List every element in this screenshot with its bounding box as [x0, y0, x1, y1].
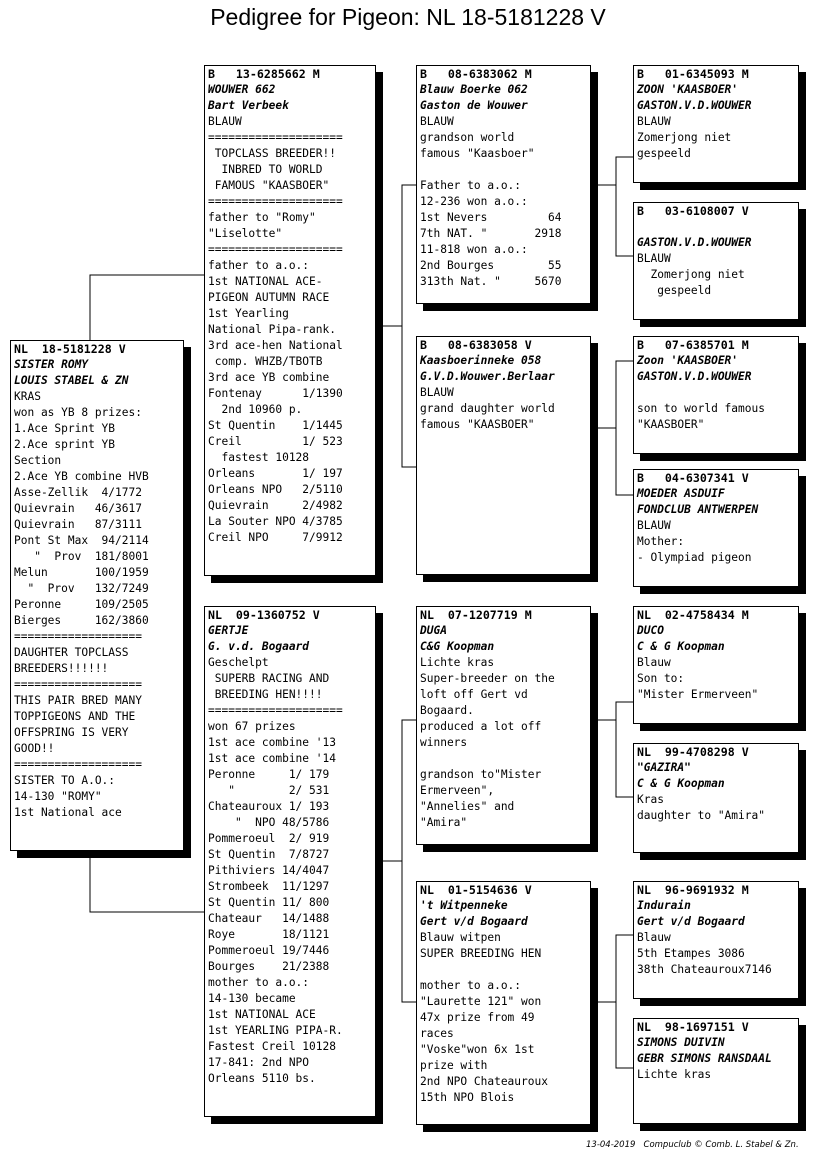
pigeon-name: "GAZIRA": [637, 761, 691, 774]
info-line: BLAUW: [208, 115, 242, 128]
info-line: Blauw: [637, 656, 671, 669]
info-line: ====================: [208, 704, 343, 717]
ring-number: B 07-6385701 M: [637, 338, 749, 352]
footer-credit: 13-04-2019 Compuclub © Comb. L. Stabel & Zn.: [586, 1140, 799, 1150]
ring-number: NL 07-1207719 M: [420, 608, 532, 622]
info-line: Zomerjong niet: [637, 268, 745, 281]
info-line: grand daughter world: [420, 402, 555, 415]
info-line: Strombeek 11/1297: [208, 880, 330, 893]
info-line: father to "Romy": [208, 211, 316, 224]
owner-name: G.V.D.Wouwer.Berlaar: [420, 370, 555, 383]
owner-name: C&G Koopman: [420, 640, 495, 653]
info-line: "Laurette 121" won: [420, 995, 542, 1008]
info-line: son to world famous: [637, 402, 765, 415]
info-line: 12-236 won a.o.:: [420, 195, 528, 208]
owner-name: GASTON.V.D.WOUWER: [637, 236, 752, 249]
info-line: mother to a.o.:: [208, 976, 310, 989]
info-line: Zomerjong niet: [637, 131, 732, 144]
info-line: Roye 18/1121: [208, 928, 330, 941]
owner-name: Gert v/d Bogaard: [420, 915, 528, 928]
owner-name: G. v.d. Bogaard: [208, 640, 310, 653]
info-line: INBRED TO WORLD: [208, 163, 323, 176]
info-line: SUPER BREEDING HEN: [420, 947, 542, 960]
info-line: SUPERB RACING AND: [208, 672, 330, 685]
info-line: won 67 prizes: [208, 720, 296, 733]
info-line: Quievrain 2/4982: [208, 499, 343, 512]
info-line: 1st National ace: [14, 806, 122, 819]
info-line: ===================: [14, 630, 142, 643]
info-line: FAMOUS "KAASBOER": [208, 179, 330, 192]
info-line: BLAUW: [637, 252, 671, 265]
pigeon-card-sire-dam-dam: [633, 469, 799, 587]
info-line: 14-130 "ROMY": [14, 790, 102, 803]
info-line: gespeeld: [637, 147, 691, 160]
info-line: ====================: [208, 131, 343, 144]
info-line: Asse-Zellik 4/1772: [14, 486, 142, 499]
info-line: "Annelies" and: [420, 800, 515, 813]
info-line: GOOD!!: [14, 742, 55, 755]
info-line: mother to a.o.:: [420, 979, 522, 992]
info-line: Pommeroeul 2/ 919: [208, 832, 330, 845]
info-line: 1st NATIONAL ACE: [208, 1008, 316, 1021]
info-line: daughter to "Amira": [637, 809, 765, 822]
pigeon-name: Blauw Boerke 062: [420, 83, 528, 96]
info-line: produced a lot off: [420, 720, 542, 733]
info-line: loft off Gert vd: [420, 688, 528, 701]
info-line: "Amira": [420, 816, 468, 829]
info-line: 1.Ace Sprint YB: [14, 422, 116, 435]
info-line: BLAUW: [420, 115, 454, 128]
info-line: Ermerveen",: [420, 784, 495, 797]
info-line: Peronne 109/2505: [14, 598, 149, 611]
info-line: Son to:: [637, 672, 685, 685]
info-line: "Mister Ermerveen": [637, 688, 759, 701]
info-line: [637, 385, 795, 401]
pigeon-card-sire-sire: [416, 65, 591, 304]
info-line: father to a.o.:: [208, 259, 310, 272]
pigeon-card-subject: [10, 340, 184, 851]
info-line: 38th Chateauroux7146: [637, 963, 772, 976]
info-line: SISTER TO A.O.:: [14, 774, 116, 787]
info-line: races: [420, 1027, 454, 1040]
pigeon-card-dam-dam: [416, 881, 591, 1125]
pigeon-name: DUGA: [420, 624, 447, 637]
info-line: BLAUW: [420, 386, 454, 399]
info-line: 313th Nat. " 5670: [420, 275, 562, 288]
info-line: St Quentin 11/ 800: [208, 896, 330, 909]
info-line: ====================: [208, 195, 343, 208]
info-line: ====================: [208, 243, 343, 256]
info-line: Bogaard.: [420, 704, 474, 717]
pigeon-card-dam-dam-dam: [633, 1018, 799, 1124]
info-line: TOPPIGEONS AND THE: [14, 710, 136, 723]
ring-number: NL 01-5154636 V: [420, 883, 532, 897]
info-line: Pommeroeul 19/7446: [208, 944, 330, 957]
info-line: 1st ace combine '14: [208, 752, 336, 765]
info-line: winners: [420, 736, 468, 749]
ring-number: B 13-6285662 M: [208, 67, 320, 81]
info-line: OFFSPRING IS VERY: [14, 726, 129, 739]
info-line: Super-breeder on the: [420, 672, 555, 685]
owner-name: GASTON.V.D.WOUWER: [637, 370, 752, 383]
info-line: Melun 100/1959: [14, 566, 149, 579]
info-line: Section: [14, 454, 62, 467]
info-line: Kras: [637, 793, 664, 806]
ring-number: B 08-6383058 V: [420, 338, 532, 352]
owner-name: LOUIS STABEL & ZN: [14, 374, 129, 387]
info-line: La Souter NPO 4/3785: [208, 515, 343, 528]
owner-name: FONDCLUB ANTWERPEN: [637, 503, 759, 516]
pigeon-name: 't Witpenneke: [420, 899, 508, 912]
info-line: BLAUW: [637, 519, 671, 532]
info-line: Quievrain 87/3111: [14, 518, 142, 531]
info-line: " 2/ 531: [208, 784, 330, 797]
ring-number: NL 18-5181228 V: [14, 342, 126, 356]
info-line: Fontenay 1/1390: [208, 387, 343, 400]
info-line: Creil 1/ 523: [208, 435, 343, 448]
ring-number: B 04-6307341 V: [637, 471, 749, 485]
info-line: Father to a.o.:: [420, 179, 522, 192]
owner-name: Gaston de Wouwer: [420, 99, 528, 112]
pigeon-card-dam-sire-sire: [633, 606, 799, 724]
pigeon-name: [637, 219, 795, 235]
info-line: 2.Ace sprint YB: [14, 438, 116, 451]
info-line: Lichte kras: [420, 656, 495, 669]
info-line: "Liselotte": [208, 227, 283, 240]
info-line: 7th NAT. " 2918: [420, 227, 562, 240]
info-line: 2.Ace YB combine HVB: [14, 470, 149, 483]
info-line: St Quentin 7/8727: [208, 848, 330, 861]
info-line: Chateaur 14/1488: [208, 912, 330, 925]
info-line: Blauw: [637, 931, 671, 944]
info-line: [420, 962, 587, 978]
info-line: 1st Yearling: [208, 307, 289, 320]
info-line: 2nd 10960 p.: [208, 403, 303, 416]
pigeon-card-dam: [204, 606, 376, 1117]
info-line: Pithiviers 14/4047: [208, 864, 330, 877]
info-line: " Prov 132/7249: [14, 582, 149, 595]
info-line: St Quentin 1/1445: [208, 419, 343, 432]
info-line: [420, 751, 587, 767]
info-line: ===================: [14, 678, 142, 691]
info-line: ===================: [14, 758, 142, 771]
info-line: 2nd NPO Chateauroux: [420, 1075, 548, 1088]
pigeon-name: WOUWER 662: [208, 83, 276, 96]
info-line: BREEDERS!!!!!!: [14, 662, 109, 675]
info-line: THIS PAIR BRED MANY: [14, 694, 142, 707]
info-line: Orleans 5110 bs.: [208, 1072, 316, 1085]
info-line: [420, 162, 587, 178]
pigeon-card-sire-dam-sire: [633, 336, 799, 454]
pigeon-name: MOEDER ASDUIF: [637, 487, 725, 500]
pigeon-card-dam-sire-dam: [633, 743, 799, 853]
pigeon-name: ZOON 'KAASBOER': [637, 83, 739, 96]
info-line: - Olympiad pigeon: [637, 551, 752, 564]
pigeon-name: Indurain: [637, 899, 691, 912]
info-line: National Pipa-rank.: [208, 323, 336, 336]
info-line: 1st Nevers 64: [420, 211, 562, 224]
info-line: 47x prize from 49: [420, 1011, 535, 1024]
info-line: comp. WHZB/TBOTB: [208, 355, 323, 368]
info-line: fastest 10128: [208, 451, 310, 464]
pigeon-card-sire-dam: [416, 336, 591, 575]
ring-number: NL 09-1360752 V: [208, 608, 320, 622]
info-line: 1st YEARLING PIPA-R.: [208, 1024, 343, 1037]
info-line: gespeeld: [637, 284, 712, 297]
owner-name: C & G Koopman: [637, 640, 725, 653]
info-line: 5th Etampes 3086: [637, 947, 745, 960]
owner-name: Gert v/d Bogaard: [637, 915, 745, 928]
info-line: BREEDING HEN!!!!: [208, 688, 323, 701]
info-line: Bierges 162/3860: [14, 614, 149, 627]
ring-number: B 08-6383062 M: [420, 67, 532, 81]
info-line: Creil NPO 7/9912: [208, 531, 343, 544]
info-line: 3rd ace-hen National: [208, 339, 343, 352]
info-line: 17-841: 2nd NPO: [208, 1056, 310, 1069]
info-line: Peronne 1/ 179: [208, 768, 330, 781]
pigeon-name: SISTER ROMY: [14, 358, 89, 371]
info-line: Orleans NPO 2/5110: [208, 483, 343, 496]
owner-name: GEBR SIMONS RANSDAAL: [637, 1052, 772, 1065]
info-line: " Prov 181/8001: [14, 550, 149, 563]
ring-number: NL 96-9691932 M: [637, 883, 749, 897]
info-line: Blauw witpen: [420, 931, 501, 944]
info-line: 15th NPO Blois: [420, 1091, 515, 1104]
info-line: grandson to"Mister: [420, 768, 542, 781]
pigeon-card-sire-sire-dam: [633, 202, 799, 320]
info-line: "KAASBOER": [637, 418, 705, 431]
ring-number: NL 99-4708298 V: [637, 745, 749, 759]
owner-name: C & G Koopman: [637, 777, 725, 790]
info-line: 11-818 won a.o.:: [420, 243, 528, 256]
info-line: Lichte kras: [637, 1068, 712, 1081]
info-line: 2nd Bourges 55: [420, 259, 562, 272]
ring-number: B 01-6345093 M: [637, 67, 749, 81]
info-line: PIGEON AUTUMN RACE: [208, 291, 330, 304]
info-line: "Voske"won 6x 1st: [420, 1043, 535, 1056]
owner-name: GASTON.V.D.WOUWER: [637, 99, 752, 112]
info-line: Quievrain 46/3617: [14, 502, 142, 515]
info-line: 14-130 became: [208, 992, 296, 1005]
info-line: TOPCLASS BREEDER!!: [208, 147, 336, 160]
info-line: famous "Kaasboer": [420, 147, 535, 160]
info-line: DAUGHTER TOPCLASS: [14, 646, 129, 659]
ring-number: B 03-6108007 V: [637, 204, 749, 218]
info-line: " NPO 48/5786: [208, 816, 330, 829]
info-line: Fastest Creil 10128: [208, 1040, 336, 1053]
pigeon-card-sire-sire-sire: [633, 65, 799, 183]
info-line: 1st ace combine '13: [208, 736, 336, 749]
ring-number: NL 02-4758434 M: [637, 608, 749, 622]
info-line: Bourges 21/2388: [208, 960, 330, 973]
info-line: prize with: [420, 1059, 488, 1072]
info-line: BLAUW: [637, 115, 671, 128]
pigeon-name: DUCO: [637, 624, 664, 637]
info-line: Orleans 1/ 197: [208, 467, 343, 480]
pigeon-card-dam-sire: [416, 606, 591, 845]
info-line: won as YB 8 prizes:: [14, 406, 142, 419]
pigeon-name: GERTJE: [208, 624, 249, 637]
pigeon-name: Kaasboerinneke 058: [420, 354, 542, 367]
info-line: Geschelpt: [208, 656, 269, 669]
pigeon-card-sire: [204, 65, 376, 576]
info-line: Chateauroux 1/ 193: [208, 800, 330, 813]
info-line: Mother:: [637, 535, 685, 548]
info-line: grandson world: [420, 131, 515, 144]
pigeon-name: Zoon 'KAASBOER': [637, 354, 739, 367]
ring-number: NL 98-1697151 V: [637, 1020, 749, 1034]
info-line: 3rd ace YB combine: [208, 371, 330, 384]
page-title: Pedigree for Pigeon: NL 18-5181228 V: [210, 4, 606, 30]
info-line: Pont St Max 94/2114: [14, 534, 149, 547]
owner-name: Bart Verbeek: [208, 99, 289, 112]
pigeon-name: SIMONS DUIVIN: [637, 1036, 725, 1049]
info-line: famous "KAASBOER": [420, 418, 535, 431]
info-line: KRAS: [14, 390, 41, 403]
info-line: 1st NATIONAL ACE-: [208, 275, 323, 288]
pigeon-card-dam-dam-sire: [633, 881, 799, 999]
